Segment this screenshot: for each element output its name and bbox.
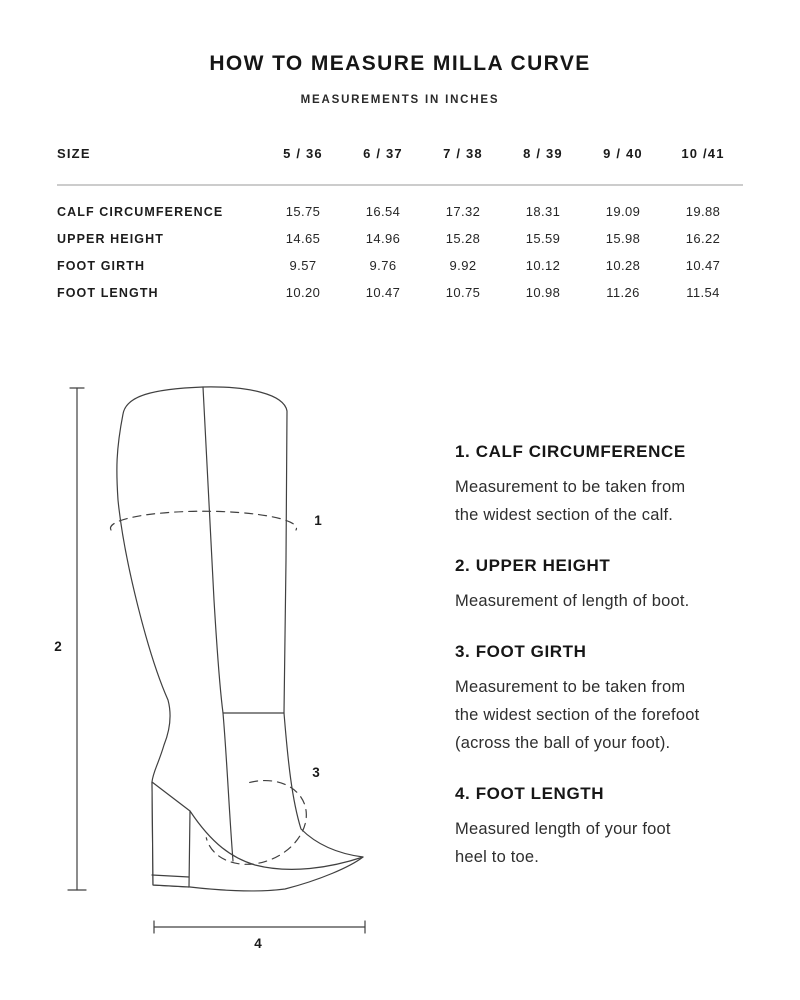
instruction-foot-girth bbox=[455, 641, 745, 757]
measurement-instructions bbox=[455, 441, 745, 871]
row-label: FOOT LENGTH bbox=[57, 285, 159, 300]
measurement-value: 19.88 bbox=[685, 204, 721, 219]
instruction-foot-length bbox=[455, 783, 745, 871]
measurement-value: 10.75 bbox=[445, 285, 481, 300]
size-column-header: 5 / 36 bbox=[283, 146, 323, 161]
measurement-value: 10.20 bbox=[285, 285, 321, 300]
table-row bbox=[57, 198, 743, 225]
measurement-value: 10.12 bbox=[525, 258, 561, 273]
measurement-value: 18.31 bbox=[525, 204, 561, 219]
size-header-label: SIZE bbox=[57, 146, 91, 161]
instruction-heading: 3. FOOT GIRTH bbox=[455, 642, 587, 661]
page-subtitle: MEASUREMENTS IN INCHES bbox=[300, 94, 500, 106]
page-title: HOW TO MEASURE MILLA CURVE bbox=[209, 52, 591, 75]
boot-illustration bbox=[40, 373, 420, 958]
measurement-value: 9.92 bbox=[449, 258, 477, 273]
instruction-heading: 1. CALF CIRCUMFERENCE bbox=[455, 442, 686, 461]
size-table-body bbox=[57, 198, 743, 306]
marker-label-3: 3 bbox=[312, 765, 320, 780]
instruction-text: Measurement to be taken from bbox=[455, 478, 686, 496]
table-row bbox=[57, 252, 743, 279]
measurement-value: 14.96 bbox=[365, 231, 401, 246]
measurement-value: 17.32 bbox=[445, 204, 481, 219]
marker-label-4: 4 bbox=[254, 936, 262, 951]
size-column-header: 6 / 37 bbox=[363, 146, 403, 161]
instruction-upper-height bbox=[455, 555, 745, 615]
instruction-text: Measured length of your foot bbox=[455, 820, 671, 838]
measurement-value: 16.22 bbox=[685, 231, 721, 246]
boot-diagram bbox=[40, 373, 420, 958]
size-column-header: 9 / 40 bbox=[603, 146, 643, 161]
measurement-value: 15.59 bbox=[525, 231, 561, 246]
instruction-text: (across the ball of your foot). bbox=[455, 734, 671, 752]
measurement-value: 10.47 bbox=[365, 285, 401, 300]
instruction-text: Measurement of length of boot. bbox=[455, 592, 690, 610]
marker-label-1: 1 bbox=[314, 513, 322, 528]
instruction-text: the widest section of the calf. bbox=[455, 506, 674, 524]
size-table bbox=[57, 142, 743, 306]
size-column-header: 8 / 39 bbox=[523, 146, 563, 161]
table-row bbox=[57, 279, 743, 306]
instruction-text: Measurement to be taken from bbox=[455, 678, 686, 696]
table-divider bbox=[57, 184, 743, 186]
row-label: FOOT GIRTH bbox=[57, 258, 146, 273]
measurement-value: 11.54 bbox=[686, 285, 720, 300]
measurement-value: 9.57 bbox=[289, 258, 317, 273]
measurement-value: 9.76 bbox=[369, 258, 397, 273]
measurement-value: 19.09 bbox=[605, 204, 641, 219]
size-table-header-row bbox=[57, 142, 743, 184]
row-label: CALF CIRCUMFERENCE bbox=[57, 204, 224, 219]
measurement-value: 15.75 bbox=[285, 204, 321, 219]
marker-label-2: 2 bbox=[54, 639, 62, 654]
measurement-value: 15.28 bbox=[445, 231, 481, 246]
instruction-text: heel to toe. bbox=[455, 848, 540, 866]
measurement-value: 11.26 bbox=[606, 285, 640, 300]
measurement-value: 16.54 bbox=[365, 204, 401, 219]
instruction-text: the widest section of the forefoot bbox=[455, 706, 700, 724]
measurement-value: 14.65 bbox=[285, 231, 321, 246]
measurement-value: 10.28 bbox=[605, 258, 641, 273]
measurement-value: 15.98 bbox=[605, 231, 641, 246]
instruction-heading: 4. FOOT LENGTH bbox=[455, 784, 605, 803]
measurement-value: 10.47 bbox=[685, 258, 721, 273]
instruction-heading: 2. UPPER HEIGHT bbox=[455, 556, 611, 575]
header bbox=[0, 52, 800, 106]
table-row bbox=[57, 225, 743, 252]
row-label: UPPER HEIGHT bbox=[57, 231, 164, 246]
size-column-header: 10 /41 bbox=[681, 146, 725, 161]
measurement-value: 10.98 bbox=[525, 285, 561, 300]
instruction-calf-circumference bbox=[455, 441, 745, 529]
size-column-header: 7 / 38 bbox=[443, 146, 483, 161]
